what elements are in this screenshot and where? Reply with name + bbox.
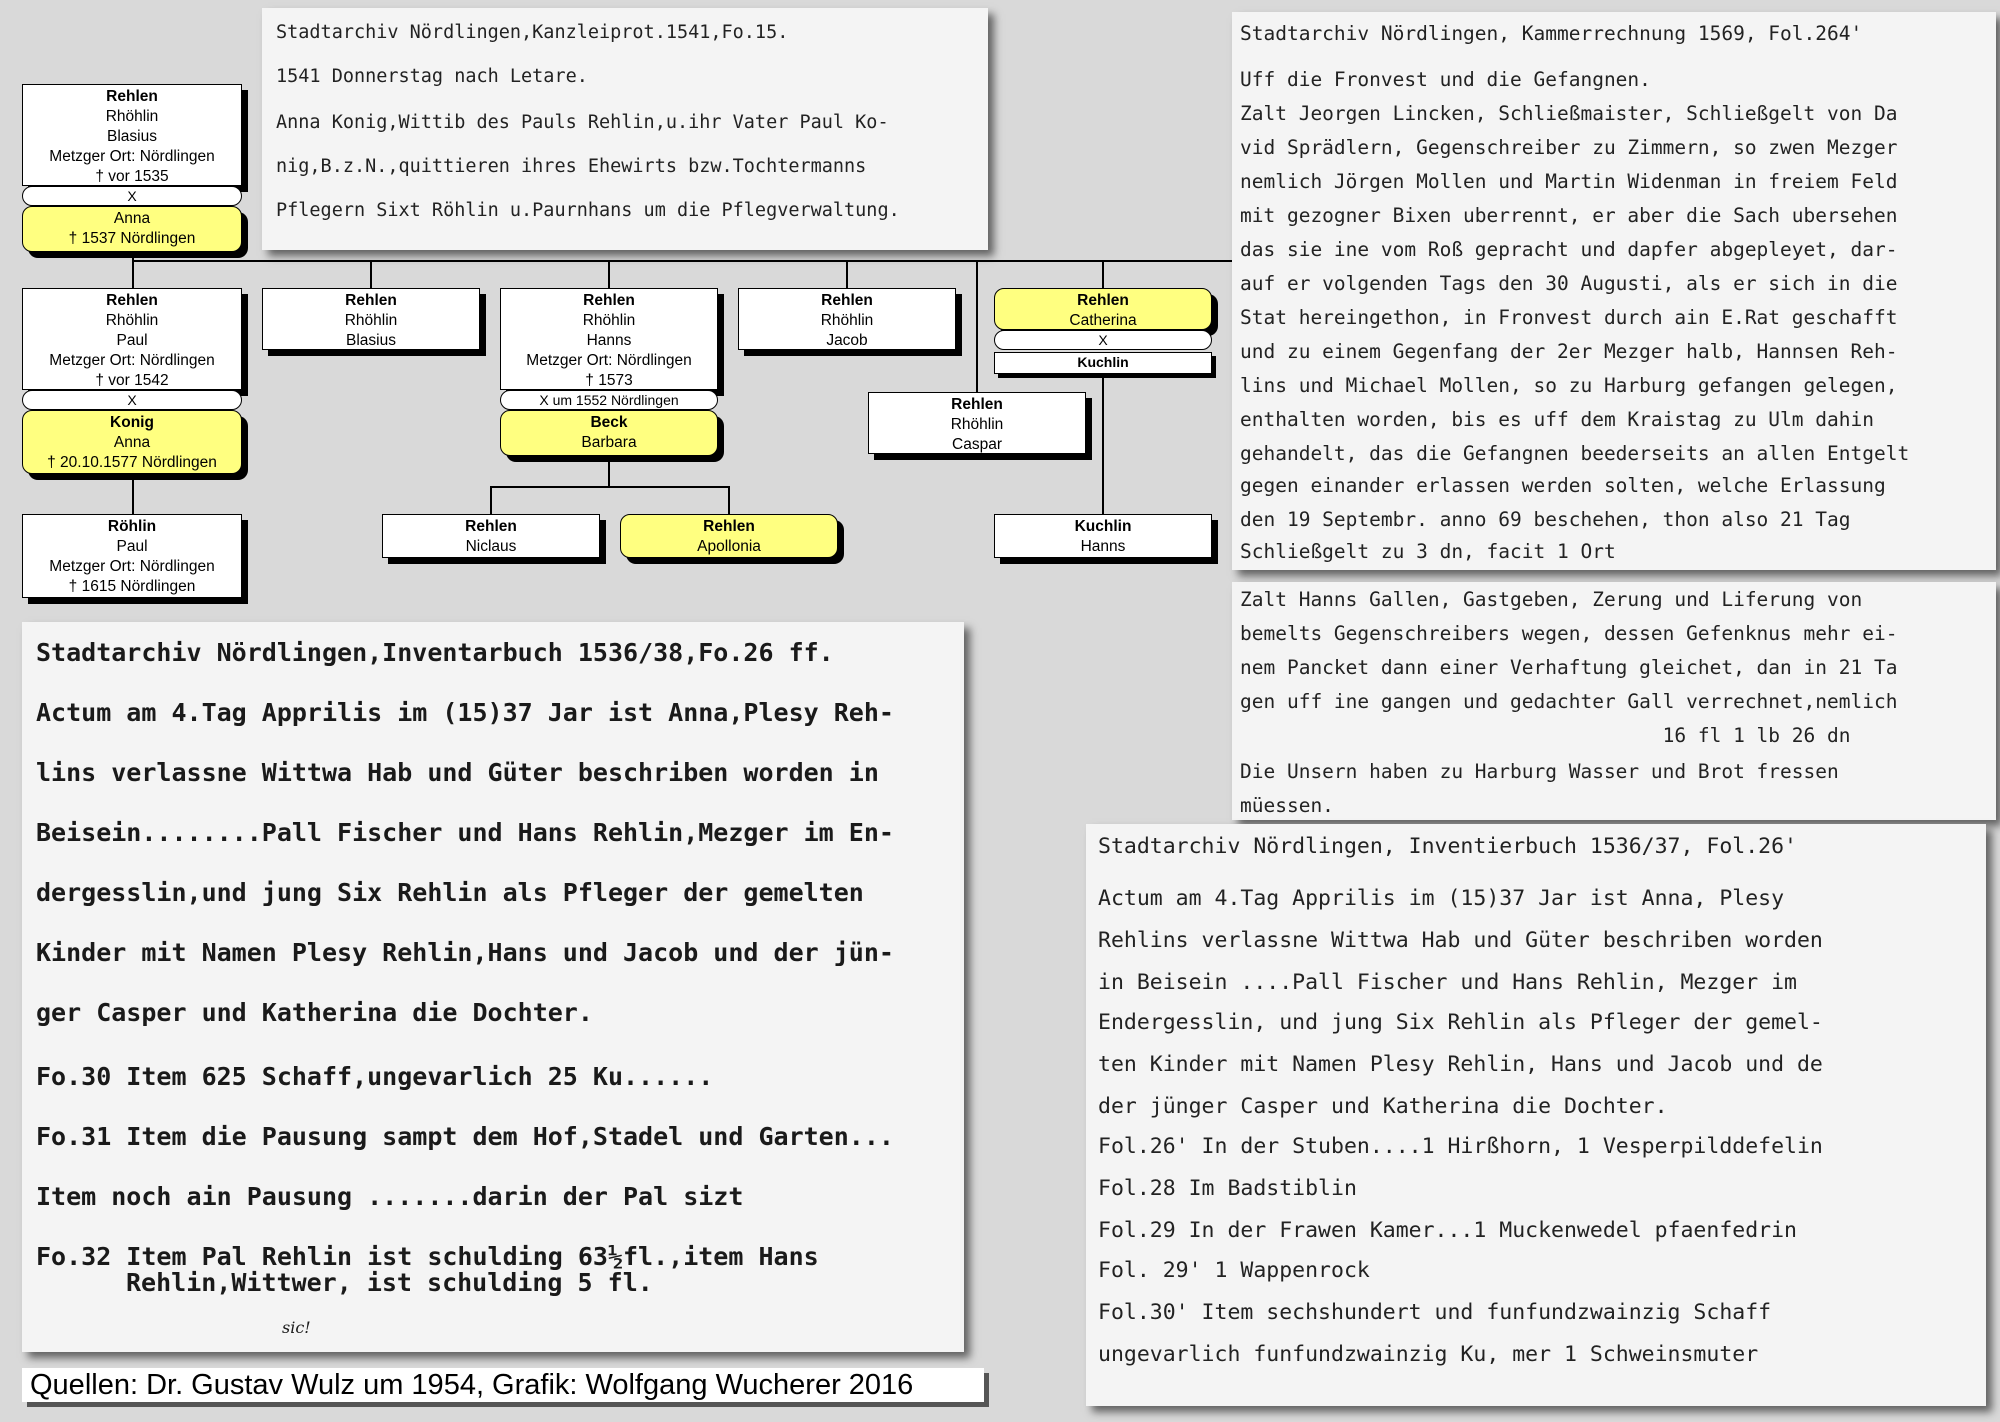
doc-line: ten Kinder mit Namen Plesy Rehlin, Hans und Jacob und de bbox=[1098, 1052, 1823, 1077]
doc-line: das sie ine vom Roß gepracht und dapfer abgepleyet, dar- bbox=[1240, 238, 1898, 261]
connector-line bbox=[728, 486, 730, 514]
surname: Rehlen bbox=[465, 518, 517, 535]
given-name: Anna bbox=[113, 434, 151, 451]
death: † 20.10.1577 Nördlingen bbox=[47, 454, 217, 471]
doc-line: Fol.30' Item sechshundert und funfundzwainzig Schaff bbox=[1098, 1300, 1772, 1325]
doc-line: Beisein........Pall Fischer und Hans Rehlin,Mezger im En- bbox=[36, 818, 894, 847]
alt-surname: Rhöhlin bbox=[105, 108, 159, 125]
surname: Rehlen bbox=[106, 88, 158, 105]
given-name: Blasius bbox=[107, 128, 157, 145]
connector-line bbox=[608, 458, 610, 486]
connector-line bbox=[1102, 372, 1104, 514]
occupation: Metzger Ort: Nördlingen bbox=[49, 352, 215, 369]
given-name: Hanns bbox=[586, 332, 632, 349]
given-name: Hanns bbox=[1080, 538, 1126, 555]
surname: Rehlen bbox=[951, 396, 1003, 413]
given-name: Jacob bbox=[826, 332, 868, 349]
doc-line: Fol. 29' 1 Wappenrock bbox=[1098, 1258, 1370, 1283]
doc-line: Actum am 4.Tag Apprilis im (15)37 Jar ist Anna,Plesy Reh- bbox=[36, 698, 894, 727]
surname: Beck bbox=[590, 414, 628, 431]
doc-line: Zalt Hanns Gallen, Gastgeben, Zerung und Liferung von bbox=[1240, 588, 1863, 611]
doc-line: Fo.32 Item Pal Rehlin ist schulding 63½fl.,item Hans bbox=[36, 1242, 819, 1271]
doc-line: Schließgelt zu 3 dn, facit 1 Ort bbox=[1240, 540, 1616, 563]
doc-line: der jünger Casper und Katherina die Dochter. bbox=[1098, 1094, 1668, 1119]
marriage-marker: X bbox=[22, 390, 242, 410]
doc-line: und zu einem Gegenfang der 2er Mezger halb, Hannsen Reh- bbox=[1240, 340, 1898, 363]
doc-line: lins verlassne Wittwa Hab und Güter beschriben worden in bbox=[36, 758, 879, 787]
doc-line: Anna Konig,Wittib des Pauls Rehlin,u.ihr Vater Paul Ko- bbox=[276, 112, 889, 133]
doc-line: Stadtarchiv Nördlingen,Kanzleiprot.1541,Fo.15. bbox=[276, 22, 789, 43]
document-kammerrechnung-1569-cont bbox=[1232, 582, 1996, 820]
connector-line bbox=[490, 486, 492, 514]
doc-line: Actum am 4.Tag Apprilis im (15)37 Jar ist Anna, Plesy bbox=[1098, 886, 1785, 911]
person-barbara-beck bbox=[500, 410, 718, 456]
person-anna bbox=[22, 206, 242, 252]
doc-line: ger Casper und Katherina die Dochter. bbox=[36, 998, 593, 1027]
person-blasius bbox=[262, 288, 480, 350]
doc-line: vid Sprädlern, Gegenschreiber zu Zimmern, so zwen Mezger bbox=[1240, 136, 1898, 159]
person-anna-konig bbox=[22, 410, 242, 474]
given-name: Niclaus bbox=[465, 538, 517, 555]
alt-surname: Rhöhlin bbox=[950, 416, 1004, 433]
connector-line bbox=[608, 260, 610, 288]
doc-line: Stat hereingethon, in Fronvest durch ain E.Rat geschafft bbox=[1240, 306, 1898, 329]
doc-line: enthalten worden, bis es uff dem Kraistag zu Ulm dahin bbox=[1240, 408, 1874, 431]
person-hanns-kuchlin bbox=[994, 514, 1212, 558]
sources-caption: Quellen: Dr. Gustav Wulz um 1954, Grafik: Wolfgang Wucherer 2016 bbox=[22, 1368, 984, 1402]
doc-line: Uff die Fronvest und die Gefangnen. bbox=[1240, 68, 1651, 91]
given-name: Anna bbox=[113, 210, 151, 227]
doc-line: nig,B.z.N.,quittieren ihres Ehewirts bzw.Tochtermanns bbox=[276, 156, 867, 177]
doc-line: Rehlin,Wittwer, ist schulding 5 fl. bbox=[126, 1268, 653, 1297]
doc-line: bemelts Gegenschreibers wegen, dessen Gefenknus mehr ei- bbox=[1240, 622, 1898, 645]
connector-line bbox=[1102, 260, 1104, 288]
doc-line: 16 fl 1 lb 26 dn bbox=[1240, 724, 1851, 747]
death: † 1573 bbox=[585, 372, 633, 389]
occupation: Metzger Ort: Nördlingen bbox=[49, 148, 215, 165]
doc-line: mit gezogner Bixen uberrennt, er aber die Sach ubersehen bbox=[1240, 204, 1898, 227]
doc-line: Fo.31 Item die Pausung sampt dem Hof,Stadel und Garten... bbox=[36, 1122, 894, 1151]
doc-line: gen uff ine gangen und gedachter Gall verrechnet,nemlich bbox=[1240, 690, 1898, 713]
connector-line bbox=[370, 260, 372, 288]
doc-line: Endergesslin, und jung Six Rehlin als Pfleger der gemel- bbox=[1098, 1010, 1823, 1035]
doc-line: Stadtarchiv Nördlingen, Kammerrechnung 1569, Fol.264' bbox=[1240, 22, 1863, 45]
person-caspar bbox=[868, 392, 1086, 454]
doc-line: Stadtarchiv Nördlingen,Inventarbuch 1536/38,Fo.26 ff. bbox=[36, 638, 834, 667]
death: † vor 1542 bbox=[95, 372, 169, 389]
marriage-marker: X bbox=[994, 330, 1212, 350]
document-inventierbuch-1536-37 bbox=[1086, 824, 1986, 1406]
doc-line: Zalt Jeorgen Lincken, Schließmaister, Schließgelt von Da bbox=[1240, 102, 1898, 125]
doc-line: ungevarlich funfundzwainzig Ku, mer 1 Schweinsmuter bbox=[1098, 1342, 1759, 1367]
connector-line bbox=[846, 260, 848, 288]
given-name: Paul bbox=[116, 538, 148, 555]
surname: Rehlen bbox=[106, 292, 158, 309]
connector-line bbox=[976, 260, 978, 392]
doc-line: gegen einander erlassen werden solten, welche Erlassung bbox=[1240, 474, 1886, 497]
alt-surname: Rhöhlin bbox=[582, 312, 636, 329]
document-kanzleiprot-1541 bbox=[262, 8, 988, 250]
alt-surname: Rhöhlin bbox=[820, 312, 874, 329]
surname: Rehlen bbox=[583, 292, 635, 309]
doc-line: Fol.28 Im Badstiblin bbox=[1098, 1176, 1357, 1201]
doc-line: Fo.30 Item 625 Schaff,ungevarlich 25 Ku...... bbox=[36, 1062, 714, 1091]
person-paul-jr bbox=[22, 514, 242, 598]
document-kammerrechnung-1569 bbox=[1232, 12, 1996, 570]
connector-line bbox=[132, 260, 1232, 262]
death: † 1615 Nördlingen bbox=[68, 578, 196, 595]
doc-line: Fol.26' In der Stuben....1 Hirßhorn, 1 Vesperpilddefelin bbox=[1098, 1134, 1823, 1159]
connector-line bbox=[490, 486, 730, 488]
person-kuchlin: Kuchlin bbox=[994, 352, 1212, 374]
person-niclaus bbox=[382, 514, 600, 558]
surname: Röhlin bbox=[107, 518, 157, 535]
doc-line: nem Pancket dann einer Verhaftung gleichet, dan in 21 Ta bbox=[1240, 656, 1898, 679]
given-name: Barbara bbox=[581, 434, 637, 451]
doc-line: den 19 Septembr. anno 69 beschehen, thon also 21 Tag bbox=[1240, 508, 1851, 531]
doc-line: gehandelt, das die Gefangnen beederseits an allen Entgelt bbox=[1240, 442, 1910, 465]
document-inventarbuch-1536-38 bbox=[22, 622, 964, 1352]
death: † vor 1535 bbox=[95, 168, 169, 185]
doc-line: Item noch ain Pausung .......darin der Pal sizt bbox=[36, 1182, 744, 1211]
doc-line: auf er volgenden Tags den 30 Augusti, als er sich in die bbox=[1240, 272, 1898, 295]
doc-line: Stadtarchiv Nördlingen, Inventierbuch 1536/37, Fol.26' bbox=[1098, 834, 1797, 859]
occupation: Metzger Ort: Nördlingen bbox=[526, 352, 692, 369]
surname: Rehlen bbox=[1077, 292, 1129, 309]
doc-line: Kinder mit Namen Plesy Rehlin,Hans und Jacob und der jün- bbox=[36, 938, 894, 967]
surname: Rehlen bbox=[703, 518, 755, 535]
marriage-marker: X um 1552 Nördlingen bbox=[500, 390, 718, 410]
surname: Kuchlin bbox=[1074, 518, 1132, 535]
doc-line: Die Unsern haben zu Harburg Wasser und Brot fressen bbox=[1240, 760, 1839, 783]
doc-line: in Beisein ....Pall Fischer und Hans Rehlin, Mezger im bbox=[1098, 970, 1797, 995]
alt-surname: Rhöhlin bbox=[105, 312, 159, 329]
person-blasius-sr bbox=[22, 84, 242, 186]
person-paul bbox=[22, 288, 242, 390]
person-jacob bbox=[738, 288, 956, 350]
given-name: Blasius bbox=[346, 332, 396, 349]
marriage-marker: X bbox=[22, 186, 242, 206]
doc-line: lins und Michael Mollen, so zu Harburg gefangen gelegen, bbox=[1240, 374, 1898, 397]
occupation: Metzger Ort: Nördlingen bbox=[49, 558, 215, 575]
given-name: Catherina bbox=[1069, 312, 1137, 329]
person-apollonia bbox=[620, 514, 838, 558]
person-catherina bbox=[994, 288, 1212, 330]
given-name: Apollonia bbox=[697, 538, 761, 555]
alt-surname: Rhöhlin bbox=[344, 312, 398, 329]
doc-line: dergesslin,und jung Six Rehlin als Pfleger der gemelten bbox=[36, 878, 864, 907]
doc-line: Pflegern Sixt Röhlin u.Paurnhans um die Pflegverwaltung. bbox=[276, 200, 900, 221]
given-name: Paul bbox=[116, 332, 148, 349]
surname: Rehlen bbox=[821, 292, 873, 309]
handwritten-note: sic! bbox=[282, 1318, 311, 1337]
person-hanns bbox=[500, 288, 718, 390]
doc-line: nemlich Jörgen Mollen und Martin Widenman in freiem Feld bbox=[1240, 170, 1898, 193]
doc-line: 1541 Donnerstag nach Letare. bbox=[276, 66, 588, 87]
doc-line: müessen. bbox=[1240, 794, 1334, 817]
doc-line: Fol.29 In der Frawen Kamer...1 Muckenwedel pfaenfedrin bbox=[1098, 1218, 1797, 1243]
death: † 1537 Nördlingen bbox=[68, 230, 196, 247]
given-name: Caspar bbox=[952, 436, 1002, 453]
surname: Rehlen bbox=[345, 292, 397, 309]
surname: Konig bbox=[110, 414, 154, 431]
doc-line: Rehlins verlassne Wittwa Hab und Güter beschriben worden bbox=[1098, 928, 1823, 953]
